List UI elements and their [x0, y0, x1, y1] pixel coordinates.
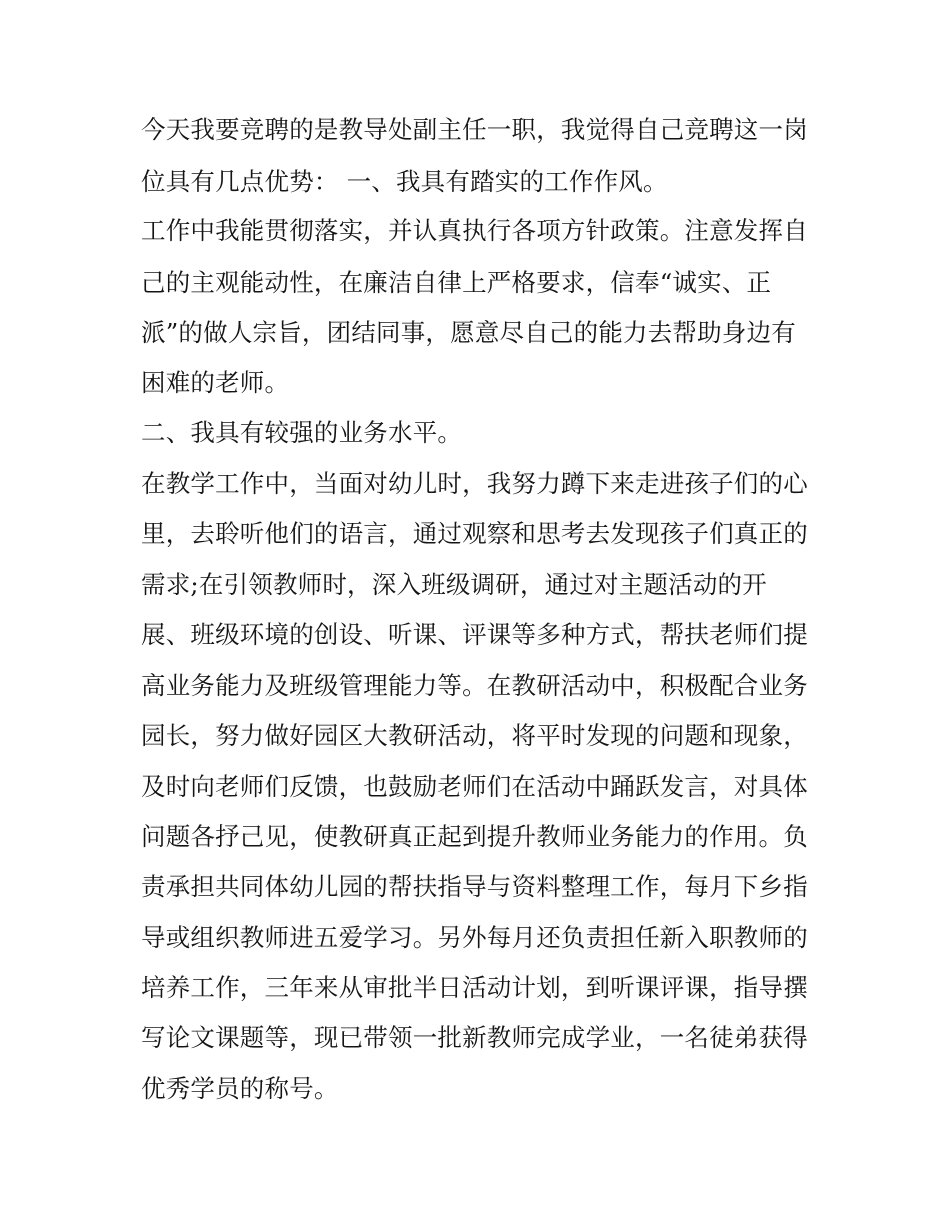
text-line-7: 二、我具有较强的业务水平。: [141, 418, 463, 447]
text-line-14: 及时向老师们反馈，也鼓励老师们在活动中踊跃发言，对具体: [141, 772, 808, 801]
text-line-18: 培养工作，三年来从审批半日活动计划，到听课评课，指导撰: [141, 973, 808, 1002]
text-line-8: 在教学工作中，当面对幼儿时，我努力蹲下来走进孩子们的心: [141, 469, 808, 498]
text-line-12: 高业务能力及班级管理能力等。在教研活动中，积极配合业务: [141, 671, 808, 700]
text-line-5: 派”的做人宗旨，团结同事，愿意尽自己的能力去帮助身边有: [141, 318, 796, 347]
text-line-11: 展、班级环境的创设、听课、评课等多种方式，帮扶老师们提: [141, 620, 808, 649]
text-line-6: 困难的老师。: [141, 368, 290, 397]
text-line-4: 己的主观能动性，在廉洁自律上严格要求，信奉“诚实、正: [141, 268, 772, 297]
text-line-15: 问题各抒己见，使教研真正起到提升教师业务能力的作用。负: [141, 822, 808, 851]
text-line-19: 写论文课题等，现已带领一批新教师完成学业，一名徒弟获得: [141, 1023, 808, 1052]
text-line-20: 优秀学员的称号。: [141, 1074, 339, 1103]
text-line-9: 里，去聆听他们的语言，通过观察和思考去发现孩子们真正的: [141, 519, 808, 548]
text-line-2: 位具有几点优势： 一、我具有踏实的工作作风。: [141, 167, 668, 196]
text-line-10: 需求;在引领教师时，深入班级调研，通过对主题活动的开: [141, 570, 767, 599]
text-line-17: 导或组织教师进五爱学习。另外每月还负责担任新入职教师的: [141, 923, 808, 952]
text-line-1: 今天我要竞聘的是教导处副主任一职，我觉得自己竞聘这一岗: [141, 115, 808, 144]
text-line-3: 工作中我能贯彻落实，并认真执行各项方针政策。注意发挥自: [141, 216, 808, 245]
text-line-13: 园长，努力做好园区大教研活动，将平时发现的问题和现象，: [141, 721, 808, 750]
text-line-16: 责承担共同体幼儿园的帮扶指导与资料整理工作，每月下乡指: [141, 872, 808, 901]
